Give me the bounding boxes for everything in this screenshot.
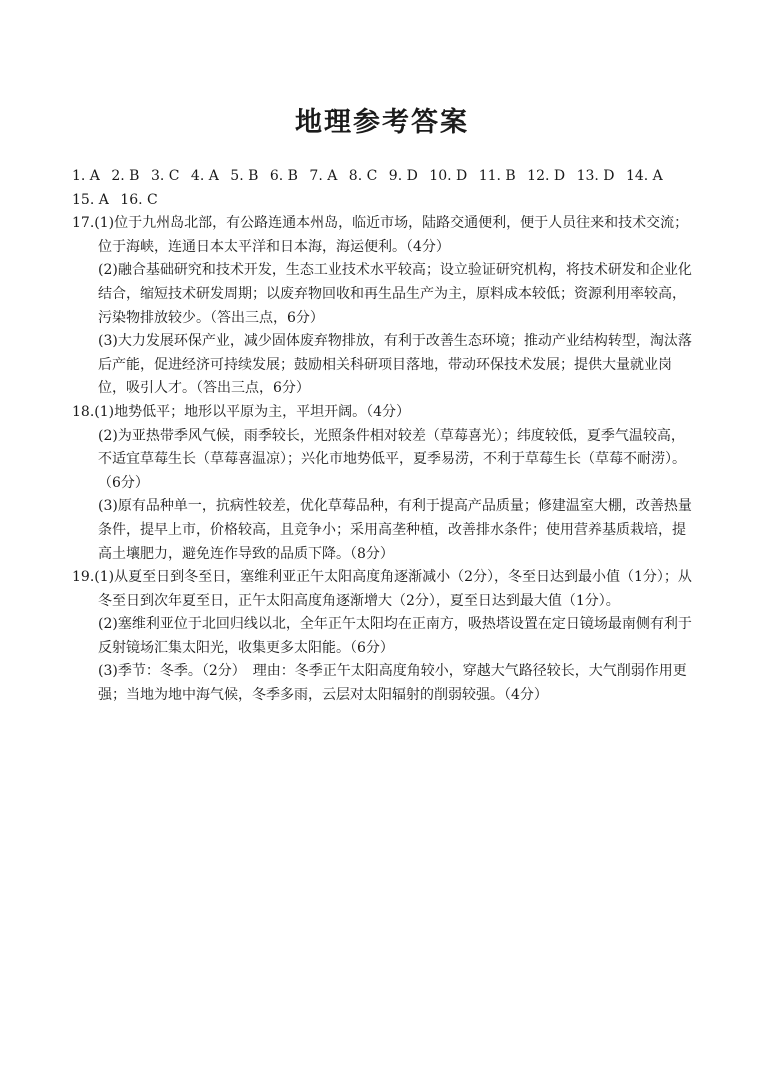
choice-answer: 10. D [429,168,468,184]
choice-answers-row-1 [72,165,696,189]
question-19 [72,566,696,708]
choice-answers-row-2 [72,189,696,213]
choice-answer: 14. A [625,168,663,184]
question-17 [72,212,696,401]
choice-answer: 3. C [150,168,180,184]
choice-answer: 2. B [111,168,140,184]
choice-answer: 9. D [388,168,418,184]
question-18 [72,401,696,566]
choice-answer: 15. A [72,191,109,208]
choice-answer: 1. A [72,168,100,184]
question-18-part-3: (3)原有品种单一，抗病性较差，优化草莓品种，有利于提高产品质量；修建温室大棚，改善热量条件，提早上市，价格较高，且竞争小；采用高垄种植，改善排水条件；使用营养基质栽培，提高土壤肥力，避免连作导致的品质下降。（8分） [98,498,692,562]
choice-answer: 12. D [527,168,566,184]
answer-content [72,165,696,708]
question-18-part-2: (2)为亚热带季风气候，雨季较长，光照条件相对较差（草莓喜光）；纬度较低，夏季气温较高，不适宜草莓生长（草莓喜温凉）；兴化市地势低平，夏季易涝，不利于草莓生长（草莓不耐涝）。（6分） [98,427,686,491]
choice-answer: 13. D [576,168,615,184]
choice-answer: 11. B [478,168,516,184]
choice-answer: 5. B [230,168,259,184]
choice-answer: 8. C [348,168,378,184]
choice-answer: 16. C [120,191,158,208]
question-19-part-2: (2)塞维利亚位于北回归线以北，全年正午太阳均在正南方，吸热塔设置在定日镜场最南侧有利于反射镜场汇集太阳光，收集更多太阳能。（6分） [98,616,692,656]
choice-answer: 7. A [309,168,338,184]
question-17-part-3: (3)大力发展环保产业，减少固体废弃物排放，有利于改善生态环境；推动产业结构转型，淘汰落后产能，促进经济可持续发展；鼓励相关科研项目落地，带动环保技术发展；提供大量就业岗位，吸引人才。（答出三点，6分） [98,333,692,397]
question-17-part-2: (2)融合基础研究和技术开发，生态工业技术水平较高；设立验证研究机构，将技术研发和企业化结合，缩短技术研发周期；以废弃物回收和再生品生产为主，原料成本较低；资源利用率较高，污染物排放较少。（答出三点，6分） [98,262,692,326]
question-17-part-1: 17.(1)位于九州岛北部，有公路连通本州岛，临近市场，陆路交通便利，便于人员往来和技术交流；位于海峡，连通日本太平洋和日本海，海运便利。（4分） [72,215,689,255]
question-19-part-3: (3)季节：冬季。（2分） 理由：冬季正午太阳高度角较小，穿越大气路径较长，大气削弱作用更强；当地为地中海气候，冬季多雨，云层对太阳辐射的削弱较强。（4分） [98,663,687,704]
choice-answer: 6. B [269,168,298,184]
choice-answer: 4. A [190,168,219,184]
question-19-part-1: 19.(1)从夏至日到冬至日，塞维利亚正午太阳高度角逐渐减小（2分），冬至日达到最小值（1分）；从冬至日到次年夏至日，正午太阳高度角逐渐增大（2分），夏至日达到最大值（1分）。 [72,569,692,609]
page-title: 地理参考答案 [295,107,469,138]
question-18-part-1: 18.(1)地势低平；地形以平原为主，平坦开阔。（4分） [72,403,411,420]
